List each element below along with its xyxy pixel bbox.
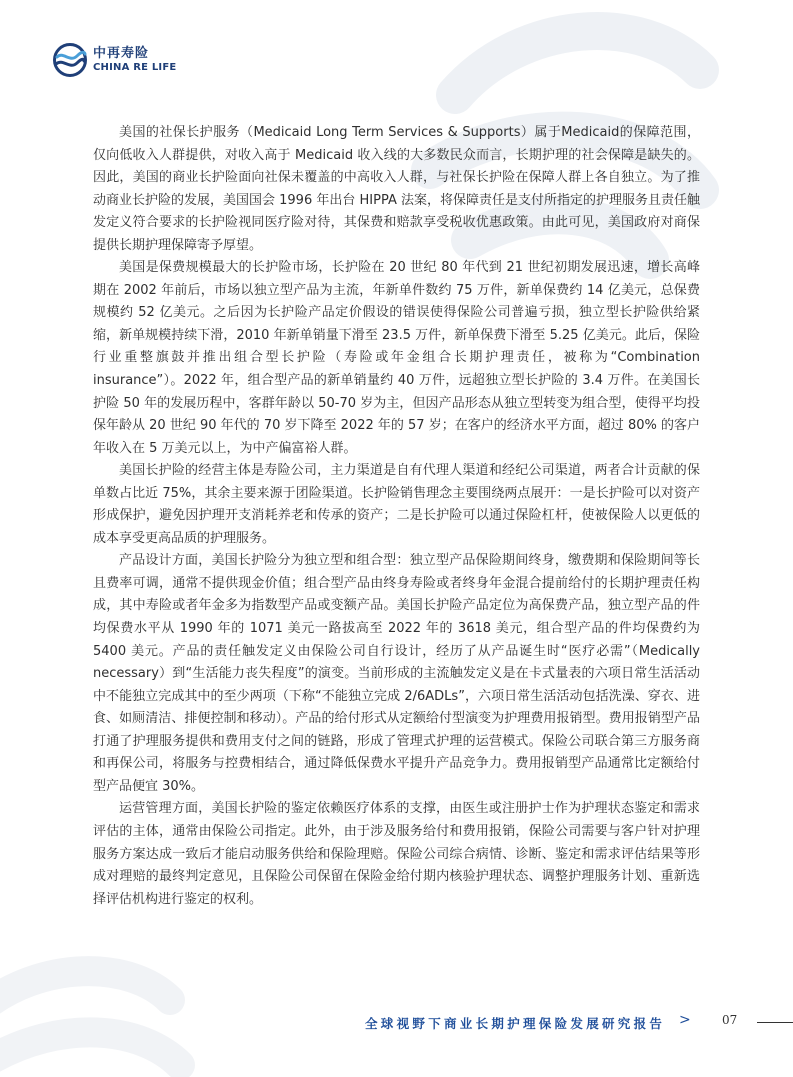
paragraph-product-design: 产品设计方面，美国长护险分为独立型和组合型：独立型产品保险期间终身，缴费期和保险期间等长且费率可调，通常不提供现金价值；组合型产品由终身寿险或者终身年金混合提前给付的长期护理责任构成，其中寿险或者年金多为指数型产品或变额产品。美国长护险产品定位为高保费产品，独立型产品的件均保费水平从 1990 年的 1071 美元一路拔高至 2022 年的 3618 美元，组合型产品的件均保费约为 5400 美元。产品的责任触发定义由保险公司自行设计，经历了从产品诞生时“医疗必需”（Medically necessary）到“生活能力丧失程度”的演变。当前形成的主流触发定义是在卡式量表的六项日常生活活动中不能独立完成其中的至少两项（下称“不能独立完成 2/6ADLs”，六项日常生活活动包括洗澡、穿衣、进食、如厕清洁、排便控制和移动）。产品的给付形式从定额给付型演变为护理费用报销型。费用报销型产品打通了护理服务提供和费用支付之间的链路，形成了管理式护理的运营模式。保险公司联合第三方服务商和再保公司，将服务与控费相结合，通过降低保费水平提升产品竞争力。费用报销型产品通常比定额给付型产品便宜 30%。	[93, 553, 700, 794]
chevron-right-icon: >	[679, 1012, 691, 1028]
china-re-life-logo-icon	[52, 42, 88, 78]
paragraph-medicaid: 美国的社保长护服务（Medicaid Long Term Services & Supports）属于Medicaid的保障范围，仅向低收入人群提供，对收入高于 Medicaid 收入线的大多数民众而言，长期护理的社会保障是缺失的。因此，美国的商业长护险面向社保未覆盖的中高收入人群，与社保长护险在保障人群上各自独立。为了推动商业长护险的发展，美国国会 1996 年出台 HIPPA 法案，将保障责任是支付所指定的护理服务且责任触发定义符合要求的长护险视同医疗险对待，其保费和赔款享受税收优惠政策。由此可见，美国政府对商保提供长期护理保障寄予厚望。	[93, 125, 700, 253]
paragraph-operators-channels: 美国长护险的经营主体是寿险公司，主力渠道是自有代理人渠道和经纪公司渠道，两者合计贡献的保单数占比近 75%，其余主要来源于团险渠道。长护险销售理念主要围绕两点展开：一是长护险可以对资产形成保护，避免因护理开支消耗养老和传承的资产；二是长护险可以通过保险杠杆，使被保险人以更低的成本享受更高品质的护理服务。	[93, 463, 700, 546]
page-number: 07	[722, 1013, 738, 1027]
footer-divider	[757, 1022, 793, 1023]
brand-wordmark	[93, 46, 176, 74]
body-text	[93, 122, 700, 911]
report-title: 全球视野下商业长期护理保险发展研究报告	[365, 1016, 666, 1031]
paragraph-market-history: 美国是保费规模最大的长护险市场，长护险在 20 世纪 80 年代到 21 世纪初期发展迅速，增长高峰期在 2002 年前后，市场以独立型产品为主流，年新单件数约 75 万件，新单保费约 14 亿美元，总保费规模约 52 亿美元。之后因为长护险产品定价假设的错误使得保险公司普遍亏损，独立型长护险供给紧缩，新单规模持续下滑，2010 年新单销量下滑至 23.5 万件，新单保费下滑至 5.25 亿美元。此后，保险行业重整旗鼓并推出组合型长护险（寿险或年金组合长期护理责任，被称为“Combination insurance”）。2022 年，组合型产品的新单销量约 40 万件，远超独立型长护险的 3.4 万件。在美国长护险 50 年的发展历程中，客群年龄以 50-70 岁为主，但因产品形态从独立型转变为组合型，使得平均投保年龄从 20 世纪 90 年代的 70 岁下降至 2022 年的 57 岁；在客户的经济水平方面，超过 80% 的客户年收入在 5 万美元以上，为中产偏富裕人群。	[93, 260, 700, 456]
paragraph-operations: 运营管理方面，美国长护险的鉴定依赖医疗体系的支撑，由医生或注册护士作为护理状态鉴定和需求评估的主体，通常由保险公司指定。此外，由于涉及服务给付和费用报销，保险公司需要与客户针对护理服务方案达成一致后才能启动服务供给和保险理赔。保险公司综合病情、诊断、鉴定和需求评估结果等形成对理赔的最终判定意见，且保险公司保留在保险金给付期内核验护理状态、调整护理服务计划、重新选择评估机构进行鉴定的权利。	[93, 801, 700, 907]
brand-logo	[52, 42, 176, 78]
brand-name-en: CHINA RE LIFE	[93, 62, 177, 73]
brand-name-cn: 中再寿险	[93, 46, 150, 61]
